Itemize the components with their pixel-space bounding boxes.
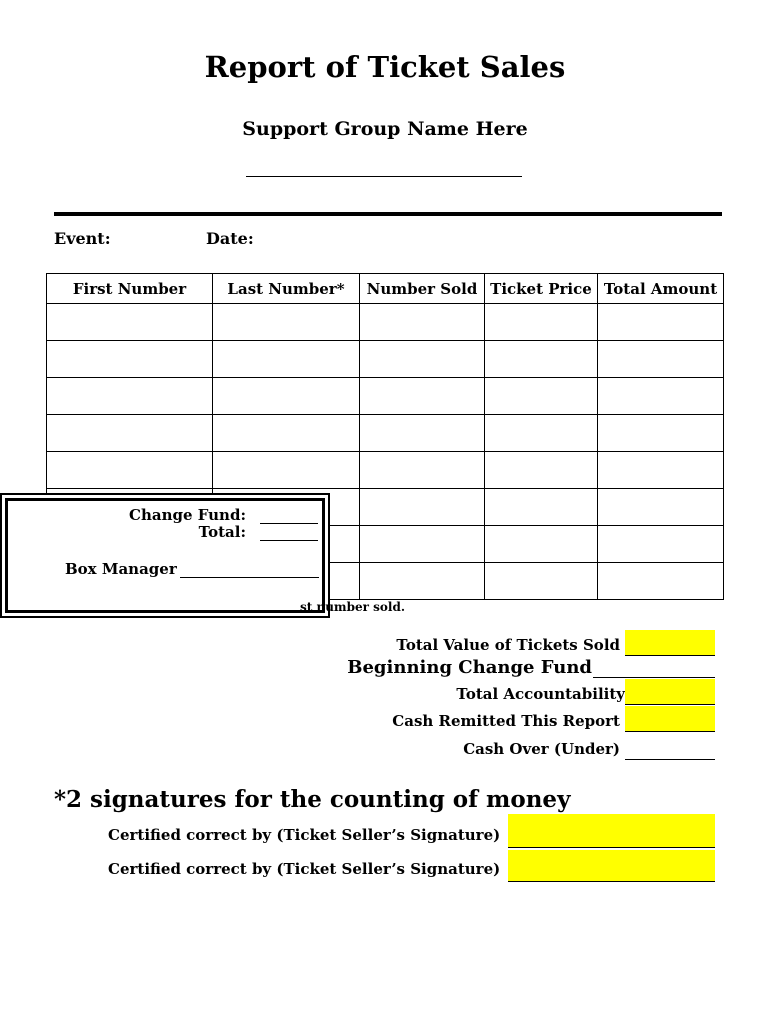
table-cell[interactable] <box>598 452 724 489</box>
table-cell[interactable] <box>485 452 598 489</box>
table-cell[interactable] <box>598 341 724 378</box>
table-cell[interactable] <box>485 526 598 563</box>
table-cell[interactable] <box>213 415 360 452</box>
box-manager-label: Box Manager <box>65 560 177 578</box>
change-fund-label: Change Fund: <box>129 506 246 524</box>
table-cell[interactable] <box>485 304 598 341</box>
table-cell[interactable] <box>485 341 598 378</box>
table-cell[interactable] <box>485 378 598 415</box>
signature-1-field[interactable] <box>508 814 715 848</box>
table-cell[interactable] <box>598 378 724 415</box>
table-cell[interactable] <box>47 304 213 341</box>
table-cell[interactable] <box>360 452 485 489</box>
table-row <box>47 452 724 489</box>
event-label: Event: <box>54 229 111 248</box>
col-first-number: First Number <box>47 274 213 304</box>
signature-2-label: Certified correct by (Ticket Seller’s Signature) <box>108 860 501 878</box>
table-cell[interactable] <box>485 415 598 452</box>
table-cell[interactable] <box>598 489 724 526</box>
table-cell[interactable] <box>360 526 485 563</box>
table-cell[interactable] <box>360 415 485 452</box>
col-last-number: Last Number* <box>213 274 360 304</box>
table-cell[interactable] <box>47 415 213 452</box>
header-divider <box>54 212 722 216</box>
date-label: Date: <box>206 229 254 248</box>
table-row <box>47 304 724 341</box>
table-row <box>47 415 724 452</box>
table-cell[interactable] <box>360 304 485 341</box>
table-cell[interactable] <box>213 452 360 489</box>
table-header-row <box>47 274 724 304</box>
change-fund-field[interactable] <box>260 506 318 524</box>
table-row <box>47 378 724 415</box>
change-fund-box <box>0 493 330 618</box>
table-cell[interactable] <box>47 452 213 489</box>
table-cell[interactable] <box>213 378 360 415</box>
table-cell[interactable] <box>598 526 724 563</box>
beginning-change-label: Beginning Change Fund <box>347 657 592 678</box>
signature-2-field[interactable] <box>508 850 715 882</box>
table-cell[interactable] <box>360 563 485 600</box>
col-number-sold: Number Sold <box>360 274 485 304</box>
table-cell[interactable] <box>360 489 485 526</box>
group-name: Support Group Name Here <box>242 118 528 140</box>
box-manager-field[interactable] <box>180 560 319 578</box>
group-name-line[interactable] <box>246 176 522 177</box>
table-row <box>47 341 724 378</box>
col-ticket-price: Ticket Price <box>485 274 598 304</box>
table-cell[interactable] <box>360 341 485 378</box>
table-cell[interactable] <box>47 341 213 378</box>
table-cell[interactable] <box>598 304 724 341</box>
total-accountability-label: Total Accountability <box>456 685 625 703</box>
table-cell[interactable] <box>213 341 360 378</box>
table-cell[interactable] <box>485 489 598 526</box>
cash-over-field[interactable] <box>625 742 715 760</box>
table-cell[interactable] <box>47 378 213 415</box>
cash-remitted-label: Cash Remitted This Report <box>392 712 620 730</box>
page-title: Report of Ticket Sales <box>204 50 566 84</box>
table-cell[interactable] <box>360 378 485 415</box>
footnote: st number sold. <box>300 600 406 614</box>
total-label: Total: <box>198 523 246 541</box>
table-cell[interactable] <box>598 415 724 452</box>
beginning-change-field[interactable] <box>593 659 715 678</box>
table-cell[interactable] <box>485 563 598 600</box>
signatures-heading: *2 signatures for the counting of money <box>54 786 571 813</box>
total-field[interactable] <box>260 523 318 541</box>
cash-remitted-field[interactable] <box>625 706 715 732</box>
table-cell[interactable] <box>213 304 360 341</box>
total-value-field[interactable] <box>625 630 715 656</box>
total-accountability-field[interactable] <box>625 679 715 705</box>
total-value-label: Total Value of Tickets Sold <box>396 636 620 654</box>
table-cell[interactable] <box>598 563 724 600</box>
signature-1-label: Certified correct by (Ticket Seller’s Signature) <box>108 826 501 844</box>
col-total-amount: Total Amount <box>598 274 724 304</box>
cash-over-label: Cash Over (Under) <box>463 740 620 758</box>
